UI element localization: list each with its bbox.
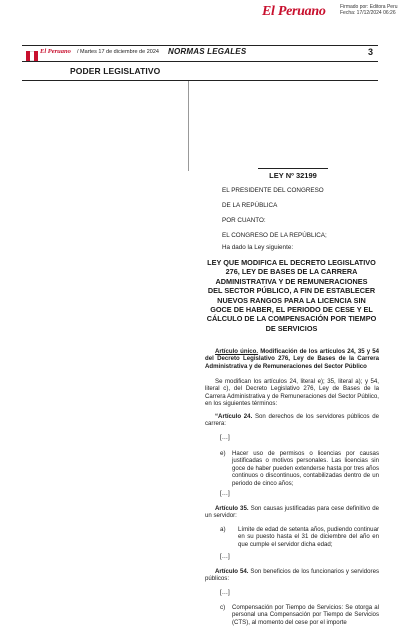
- article-35-text: Son causas justificadas para cese definitivo de un servidor:: [205, 505, 379, 520]
- law-title-line: 276, LEY DE BASES DE LA CARRERA: [225, 267, 358, 277]
- header-rule-bottom: [22, 61, 378, 62]
- ellipsis: […]: [220, 589, 230, 596]
- article-unico-heading: [205, 348, 379, 370]
- article-35: [205, 505, 379, 520]
- item-letter: c): [220, 604, 226, 611]
- article-24-label: “Artículo 24.: [215, 413, 253, 420]
- header-date: / Martes 17 de diciembre de 2024: [77, 49, 159, 55]
- article-unico-body: Se modifican los artículos 24, literal e); 35, literal a); y 54, literal c), del Decreto Legislativo 276, Ley de Bases de la Carrera Administrativa y de Remuneraciones del Sector Público, en los siguientes términos:: [205, 378, 379, 408]
- page-number: 3: [368, 47, 374, 57]
- column-divider: [188, 81, 189, 171]
- header-brand: El Peruano: [40, 48, 71, 55]
- law-title-line: DEL SECTOR PÚBLICO, A FIN DE ESTABLECER: [207, 286, 376, 296]
- law-title-line: LEY QUE MODIFICA EL DECRETO LEGISLATIVO: [207, 258, 376, 267]
- stamp-logo: El Peruano: [262, 4, 326, 19]
- header-rule-top: [22, 45, 378, 46]
- signature-date: Fecha: 17/12/2024 06:26: [340, 10, 396, 16]
- law-title-line: CÁLCULO DE LA COMPENSACIÓN POR TIEMPO: [206, 314, 377, 324]
- preamble-line: EL CONGRESO DE LA REPÚBLICA;: [222, 232, 327, 239]
- ellipsis: […]: [220, 434, 230, 441]
- preamble-line: DE LA REPÚBLICA: [222, 202, 278, 209]
- ellipsis: […]: [220, 490, 230, 497]
- law-title-line: NUEVOS RANGOS PARA LA LICENCIA SIN: [217, 295, 366, 305]
- preamble-line: POR CUANTO:: [222, 217, 266, 224]
- law-title: [203, 258, 380, 333]
- article-54-label: Artículo 54.: [215, 568, 249, 575]
- section-rule: [22, 80, 378, 81]
- law-number-rule: [258, 168, 328, 169]
- article-54-c: Compensación por Tiempo de Servicios: Se otorga al personal una Compensación por Tiempo de Servicios (CTS), al momento del cese por el importe: [232, 604, 379, 626]
- article-35-a: Límite de edad de setenta años, pudiendo continuar en su puesto hasta el 31 de diciembre del año en que cumple el servidor dicha edad;: [238, 526, 379, 548]
- item-letter: e): [220, 450, 226, 457]
- preamble-line: Ha dado la Ley siguiente:: [222, 244, 294, 251]
- law-number: LEY Nº 32199: [269, 171, 317, 180]
- law-title-line: DE SERVICIOS: [265, 323, 318, 333]
- item-letter: a): [220, 526, 226, 533]
- article-unico-label: Artículo único.: [215, 348, 259, 355]
- preamble-line: EL PRESIDENTE DEL CONGRESO: [222, 187, 324, 194]
- article-unico-heading-text: Modificación de los artículos 24, 35 y 54 del Decreto Legislativo 276, Ley de Bases de la Carrera Administrativa y de Remuneraciones del Sector Público: [205, 348, 379, 370]
- ellipsis: […]: [220, 553, 230, 560]
- section-title: PODER LEGISLATIVO: [70, 66, 161, 76]
- article-24-e: Hacer uso de permisos o licencias por causas justificadas o motivos personales. Las licencias sin goce de haber pueden extenderse hasta por tres años continuos o discontinuos, contabilizadas dentro de un periodo de cinco años;: [232, 450, 379, 487]
- peru-flag-icon: [26, 48, 38, 58]
- article-54: [205, 568, 379, 583]
- law-title-line: ADMINISTRATIVA Y DE REMUNERACIONES: [215, 276, 368, 286]
- article-35-label: Artículo 35.: [215, 505, 249, 512]
- header-section: NORMAS LEGALES: [168, 47, 247, 56]
- article-24: [205, 413, 379, 428]
- article-54-text: Son beneficios de los funcionarios y servidores públicos:: [205, 568, 380, 583]
- law-title-line: GOCE DE HABER, EL PERIODO DE CESE Y EL: [210, 305, 373, 315]
- digital-signature: [340, 4, 398, 16]
- article-24-text: Son derechos de los servidores públicos de carrera:: [205, 413, 380, 428]
- signature-signer: Firmado por: Editora Peru: [340, 4, 398, 10]
